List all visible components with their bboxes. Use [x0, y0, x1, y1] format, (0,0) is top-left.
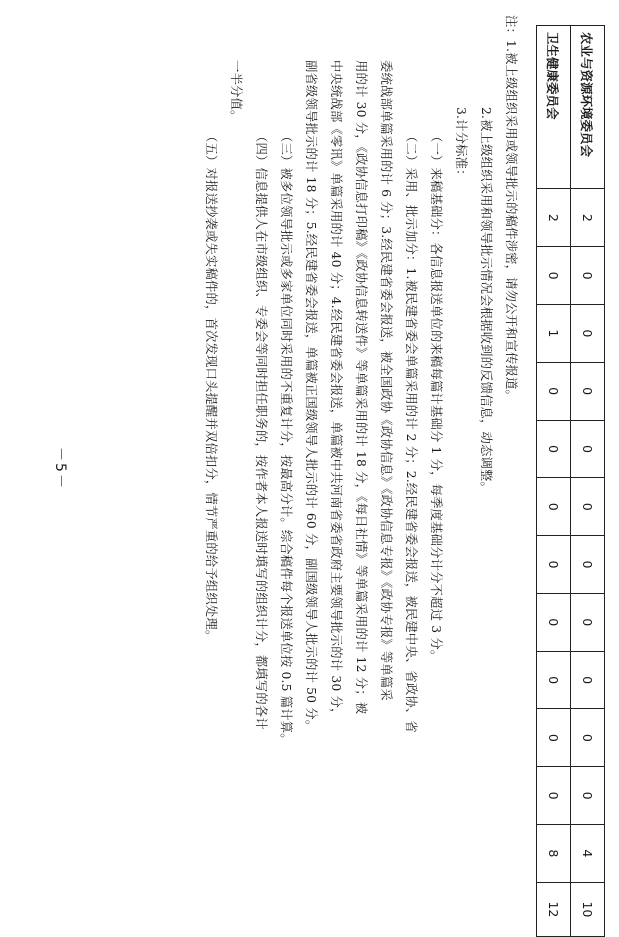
- score-cell: 0: [571, 247, 605, 305]
- committee-name-cell: 卫生健康委员会: [537, 26, 571, 189]
- scoring-rule-2-line-3: 用的计 30 分，《政协信息打印稿》《政协信息转送件》等单篇采用的计 18 分，《每日社情》等单篇采用的计 12 分；被: [354, 60, 368, 715]
- score-cell: 10: [571, 882, 605, 936]
- scoring-rule-2-line-4: 中央统战部《零讯》单篇采用的计 40 分；4.经民建省委会报送，单篇被中共河南省委省政府主要领导批示的计 30 分，: [329, 60, 343, 721]
- note-3: 3.计分标准：: [454, 107, 468, 182]
- score-cell: 2: [571, 189, 605, 247]
- table-row: [571, 26, 605, 937]
- score-cell: 4: [571, 825, 605, 883]
- notes-section: [198, 15, 523, 920]
- score-cell: 0: [571, 767, 605, 825]
- score-cell: 0: [571, 709, 605, 767]
- score-cell: 0: [571, 362, 605, 420]
- scoring-rule-3: （三）被多位领导批示或多家单位同时采用的不重复计分，按最高分计。综合稿件每个报送单位按 0.5 篇计算。: [279, 130, 293, 746]
- score-cell: 0: [571, 478, 605, 536]
- score-cell: 1: [537, 304, 571, 362]
- scoring-rule-1: （一）来稿基础分：各信息报送单位的来稿每篇计基础分 1 分，每季度基础分计分不超过 3 分。: [429, 130, 443, 663]
- score-table: [536, 25, 605, 937]
- score-cell: 0: [571, 536, 605, 594]
- scoring-rule-5: （五）对报送抄袭或失实稿件的，首次发现口头提醒并双倍扣分，情节严重的给予组织处理。: [204, 130, 218, 643]
- score-cell: 2: [537, 189, 571, 247]
- score-cell: 0: [571, 593, 605, 651]
- score-cell: 8: [537, 825, 571, 883]
- scoring-rule-2-line-2: 委统战部单篇采用的计 6 分；3.经民建省委会报送，被全国政协《政协信息》《政协信息专报》《政协专报》等单篇采: [379, 60, 393, 701]
- score-cell: 0: [537, 247, 571, 305]
- page-number: －5－: [52, 447, 68, 490]
- scoring-rule-4-line-2: 一半分值。: [229, 60, 243, 123]
- scoring-rule-2-line-1: （二）采用、批示加分：1.被民建省委会单篇采用的计 2 分；2.经民建省委会报送，被民建中央、省政协、省: [404, 130, 418, 733]
- committee-name-cell: 农业与资源环境委员会: [571, 26, 605, 189]
- scoring-rule-2-line-5: 副省级领导批示的计 18 分；5.经民建省委会报送，单篇被正国级领导人批示的计 60 分，副国级领导人批示的计 50 分。: [304, 60, 318, 733]
- score-cell: 0: [537, 651, 571, 709]
- score-cell: 0: [537, 593, 571, 651]
- score-cell: 0: [571, 304, 605, 362]
- score-cell: 0: [537, 536, 571, 594]
- score-cell: 0: [537, 767, 571, 825]
- score-cell: 0: [537, 709, 571, 767]
- score-cell: 0: [537, 420, 571, 478]
- scoring-rule-4-line-1: （四）信息提供人在市级组织、专委会等同时担任职务的，按作者本人报送时填写的组织计分，都填写的各计: [254, 130, 268, 730]
- note-1: 注：1.被上级组织采用或领导批示的稿件涉密，请勿公开和宣传报道。: [504, 15, 518, 403]
- score-cell: 0: [537, 478, 571, 536]
- score-table-body: [537, 26, 605, 937]
- score-cell: 12: [537, 882, 571, 936]
- score-cell: 0: [537, 362, 571, 420]
- score-cell: 0: [571, 651, 605, 709]
- note-2: 2.被上级组织采用和领导批示情况会根据收到的反馈信息，动态调整。: [479, 107, 493, 495]
- table-row: [537, 26, 571, 937]
- score-cell: 0: [571, 420, 605, 478]
